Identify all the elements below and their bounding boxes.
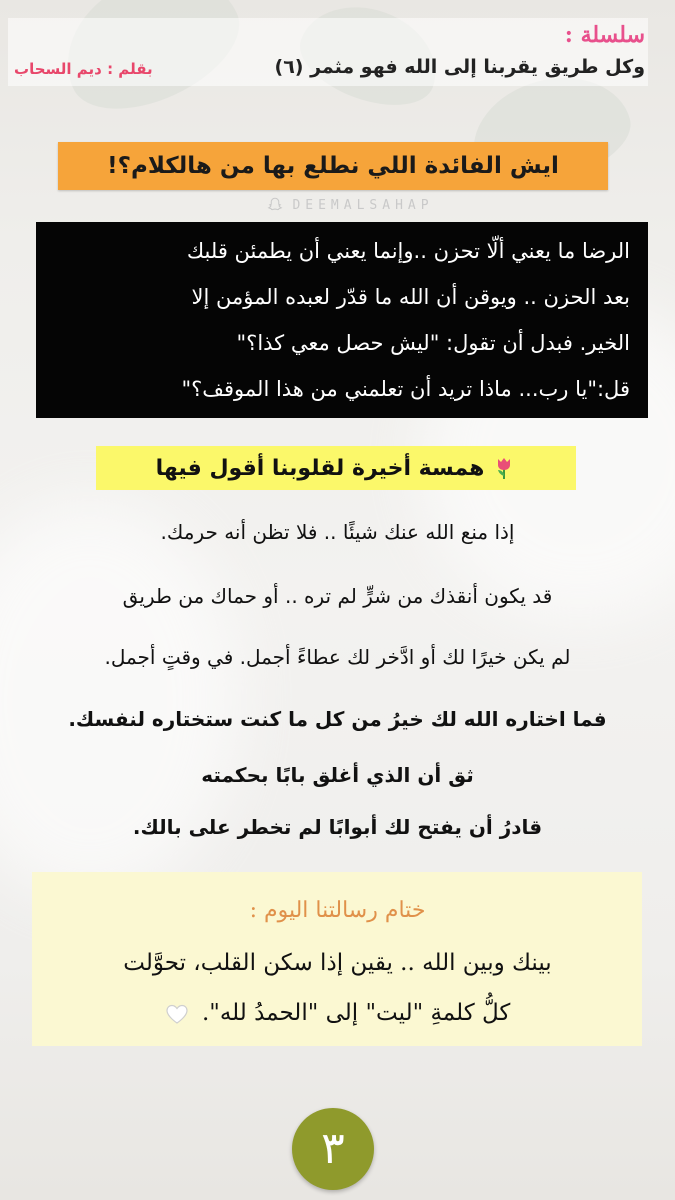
body-line: ثق أن الذي أغلق بابًا بحكمته [201,763,474,787]
brand-watermark [200,194,500,216]
question-banner: ايش الفائدة اللي نطلع بها من هالكلام؟! [58,142,608,190]
background-light [0,500,240,900]
closing-line-2 [0,1000,675,1026]
white-heart-icon [165,1003,189,1025]
tulip-icon [492,456,516,480]
quote-line: الخير. فبدل أن تقول: "ليش حصل معي كذا؟" [236,331,630,355]
quote-line: بعد الحزن .. ويوقن أن الله ما قدّر لعبده المؤمن إلا [191,285,630,309]
snapchat-ghost-icon [266,196,284,214]
whisper-title: همسة أخيرة لقلوبنا أقول فيها [155,455,485,481]
body-line: فما اختاره الله لك خيرُ من كل ما كنت ستختاره لنفسك. [68,707,607,731]
body-line: لم يكن خيرًا لك أو ادَّخر لك عطاءً أجمل. في وقتٍ أجمل. [104,645,571,669]
closing-title: ختام رسالتنا اليوم : [249,898,426,923]
quote-line: قل:"يا رب... ماذا تريد أن تعلمني من هذا الموقف؟" [181,377,630,401]
page-number-badge: ٣ [292,1108,374,1190]
series-label: سلسلة : [564,22,645,48]
series-title: وكل طريق يقربنا إلى الله فهو مثمر (٦) [274,56,645,78]
author-credit: بقلم : ديم السحاب [14,60,153,78]
whisper-heading [96,446,576,490]
quote-line: الرضا ما يعني ألّا تحزن ..وإنما يعني أن يطمئن قلبك [186,239,630,263]
body-line: إذا منع الله عنك شيئًا .. فلا تظن أنه حرمك. [160,520,515,544]
black-quote-box [36,222,648,418]
closing-line: بينك وبين الله .. يقين إذا سكن القلب، تحوَّلت [123,950,552,976]
brand-text: DEEMALSAHAP [292,197,434,213]
body-line: قد يكون أنقذك من شرٍّ لم تره .. أو حماك من طريق [122,584,553,608]
closing-text: كلُّ كلمةِ "ليت" إلى "الحمدُ لله". [201,1000,511,1026]
body-line: قادرُ أن يفتح لك أبوابًا لم تخطر على بالك. [132,815,543,839]
